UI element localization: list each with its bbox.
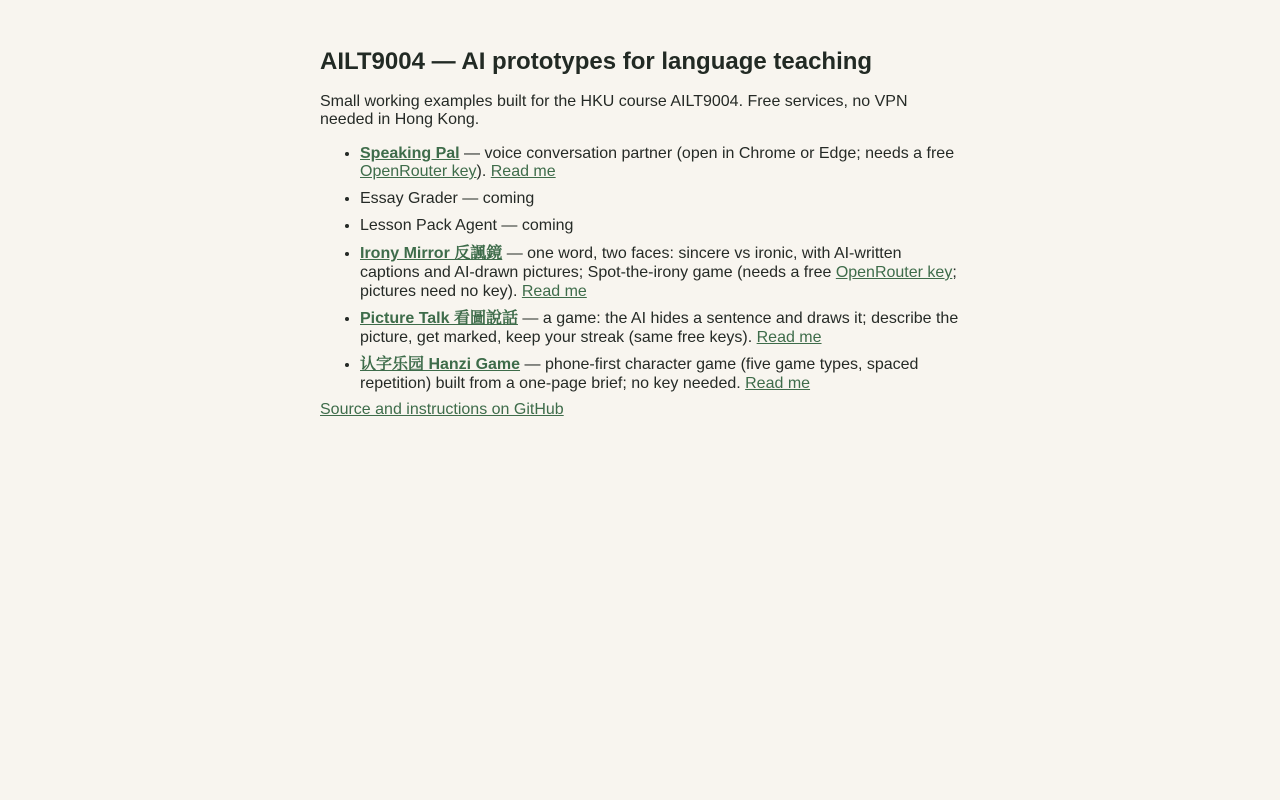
lesson-pack-text: Lesson Pack Agent — coming [360,217,574,234]
list-item-speaking-pal [360,145,960,181]
speaking-pal-desc-end: ). [476,163,491,180]
irony-mirror-readme-link[interactable]: Read me [521,283,587,300]
speaking-pal-openrouter-key-link[interactable]: OpenRouter key [360,163,477,180]
speaking-pal-desc: — voice conversation partner (open in Chrome or Edge; needs a free [459,145,955,162]
hanzi-game-link[interactable]: 认字乐园 Hanzi Game [360,356,521,373]
list-item-lesson-pack [360,217,960,235]
speaking-pal-readme-link[interactable]: Read me [490,163,556,180]
list-item-irony-mirror [360,244,960,301]
essay-grader-text: Essay Grader — coming [360,190,535,207]
hanzi-game-readme-link[interactable]: Read me [745,375,811,392]
github-source-link[interactable]: Source and instructions on GitHub [320,401,564,418]
picture-talk-link[interactable]: Picture Talk 看圖說話 [360,310,518,327]
irony-mirror-desc-end: ; pictures need no key). [360,264,957,300]
list-item-picture-talk [360,309,960,347]
irony-mirror-desc: — one word, two faces: sincere vs ironic, with AI-written captions and AI-drawn pictures; Spot-the-irony game (needs a free [360,245,902,281]
irony-mirror-openrouter-key-link[interactable]: OpenRouter key [835,264,953,281]
list-item-essay-grader [360,190,960,208]
irony-mirror-link[interactable]: Irony Mirror 反諷鏡 [360,245,503,262]
project-list [320,145,960,393]
page-title: AILT9004 — AI prototypes for language teaching [320,48,873,75]
page-content [320,0,960,419]
speaking-pal-link[interactable]: Speaking Pal [360,145,460,162]
picture-talk-desc: — a game: the AI hides a sentence and draws it; describe the picture, get marked, keep your streak (same free keys). [360,310,959,346]
intro-text: Small working examples built for the HKU course AILT9004. Free services, no VPN needed in Hong Kong. [320,93,908,128]
picture-talk-readme-link[interactable]: Read me [756,329,822,346]
hanzi-game-desc: — phone-first character game (five game types, spaced repetition) built from a one-page brief; no key needed. [360,356,919,392]
list-item-hanzi-game [360,355,960,393]
